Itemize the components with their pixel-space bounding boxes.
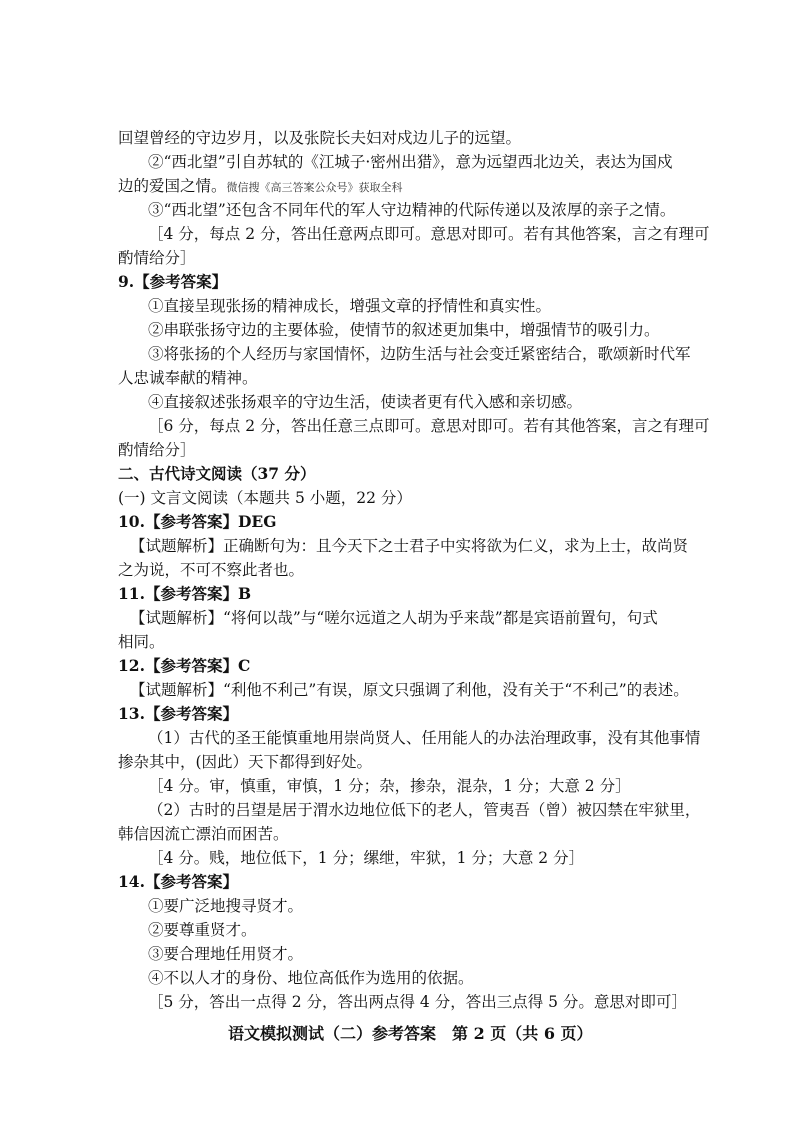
text-line: ③要合理地任用贤才。 [148,945,304,963]
text-line: ②串联张扬守边的主要体验，使情节的叙述更加集中，增强情节的吸引力。 [148,321,660,339]
text-line: 【试题解析】正确断句为：且今天下之士君子中实将欲为仁义，求为上士，故尚贤 [130,537,689,555]
text-line: 相同。 [118,633,165,651]
text-line: ④不以人才的身份、地位高低作为选用的依据。 [148,969,474,987]
question-heading: 9.【参考答案】 [118,272,228,291]
text-span: 边的爱国之情。 [118,177,227,195]
text-line: 酌情给分］ [118,249,196,267]
text-line: ［4 分。审，慎重，审慎，1 分；杂，掺杂，混杂，1 分；大意 2 分］ [148,777,631,795]
text-line: ①直接呈现张扬的精神成长，增强文章的抒情性和真实性。 [148,297,552,315]
text-line: 掺杂其中，(因此）天下都得到好处。 [118,753,373,771]
text-line: 之为说，不可不察此者也。 [118,561,305,579]
question-heading: 10.【参考答案】DEG [118,512,277,531]
text-line: 【试题解析】“利他不利己”有误，原文只强调了利他，没有关于“不利己”的表述。 [130,681,689,699]
section-heading: 二、古代诗文阅读（37 分） [118,464,316,483]
text-line: （2）古时的吕望是居于渭水边地位低下的老人，管夷吾（曾）被囚禁在牢狱里， [148,801,701,819]
question-heading: 13.【参考答案】 [118,704,238,723]
watermark-note: 微信搜《高三答案公众号》获取全科 [226,181,403,194]
text-line: （1）古代的圣王能慎重地用崇尚贤人、任用能人的办法治理政事，没有其他事情 [148,729,701,747]
text-line: ①要广泛地搜寻贤才。 [148,897,304,915]
text-line: 回望曾经的守边岁月，以及张院长夫妇对戍边儿子的远望。 [118,129,522,147]
question-heading: 12.【参考答案】C [118,656,251,675]
text-line: ④直接叙述张扬艰辛的守边生活，使读者更有代入感和亲切感。 [148,393,583,411]
text-line: ［5 分，答出一点得 2 分，答出两点得 4 分，答出三点得 5 分。意思对即可］ [148,993,687,1011]
question-heading: 11.【参考答案】B [118,584,252,603]
text-line: ②要尊重贤才。 [148,921,257,939]
text-line: ③将张扬的个人经历与家国情怀，边防生活与社会变迁紧密结合，歌颂新时代军 [148,345,691,363]
text-line: ③“西北望”还包含不同年代的军人守边精神的代际传递以及浓厚的亲子之情。 [148,201,676,219]
text-line [118,176,403,198]
question-heading: 14.【参考答案】 [118,872,238,891]
text-line: 韩信因流亡漂泊而困苦。 [118,825,289,843]
text-line: ［4 分，每点 2 分，答出任意两点即可。意思对即可。若有其他答案，言之有理可 [148,225,710,243]
page-footer: 语文模拟测试（二）参考答案 第 2 页（共 6 页） [228,1024,593,1043]
text-line: 【试题解析】“将何以哉”与“嗟尔远道之人胡为乎来哉”都是宾语前置句，句式 [130,609,658,627]
text-line: ［4 分。贱，地位低下，1 分；缧绁，牢狱，1 分；大意 2 分］ [148,849,585,867]
subsection-heading: (一) 文言文阅读（本题共 5 小题，22 分） [118,489,412,507]
text-line: ②“西北望”引自苏轼的《江城子·密州出猎》，意为远望西北边关，表达为国戍 [148,153,673,171]
text-line: ［6 分，每点 2 分，答出任意三点即可。意思对即可。若有其他答案，言之有理可 [148,417,710,435]
text-line: 人忠诚奉献的精神。 [118,369,258,387]
text-line: 酌情给分］ [118,441,196,459]
